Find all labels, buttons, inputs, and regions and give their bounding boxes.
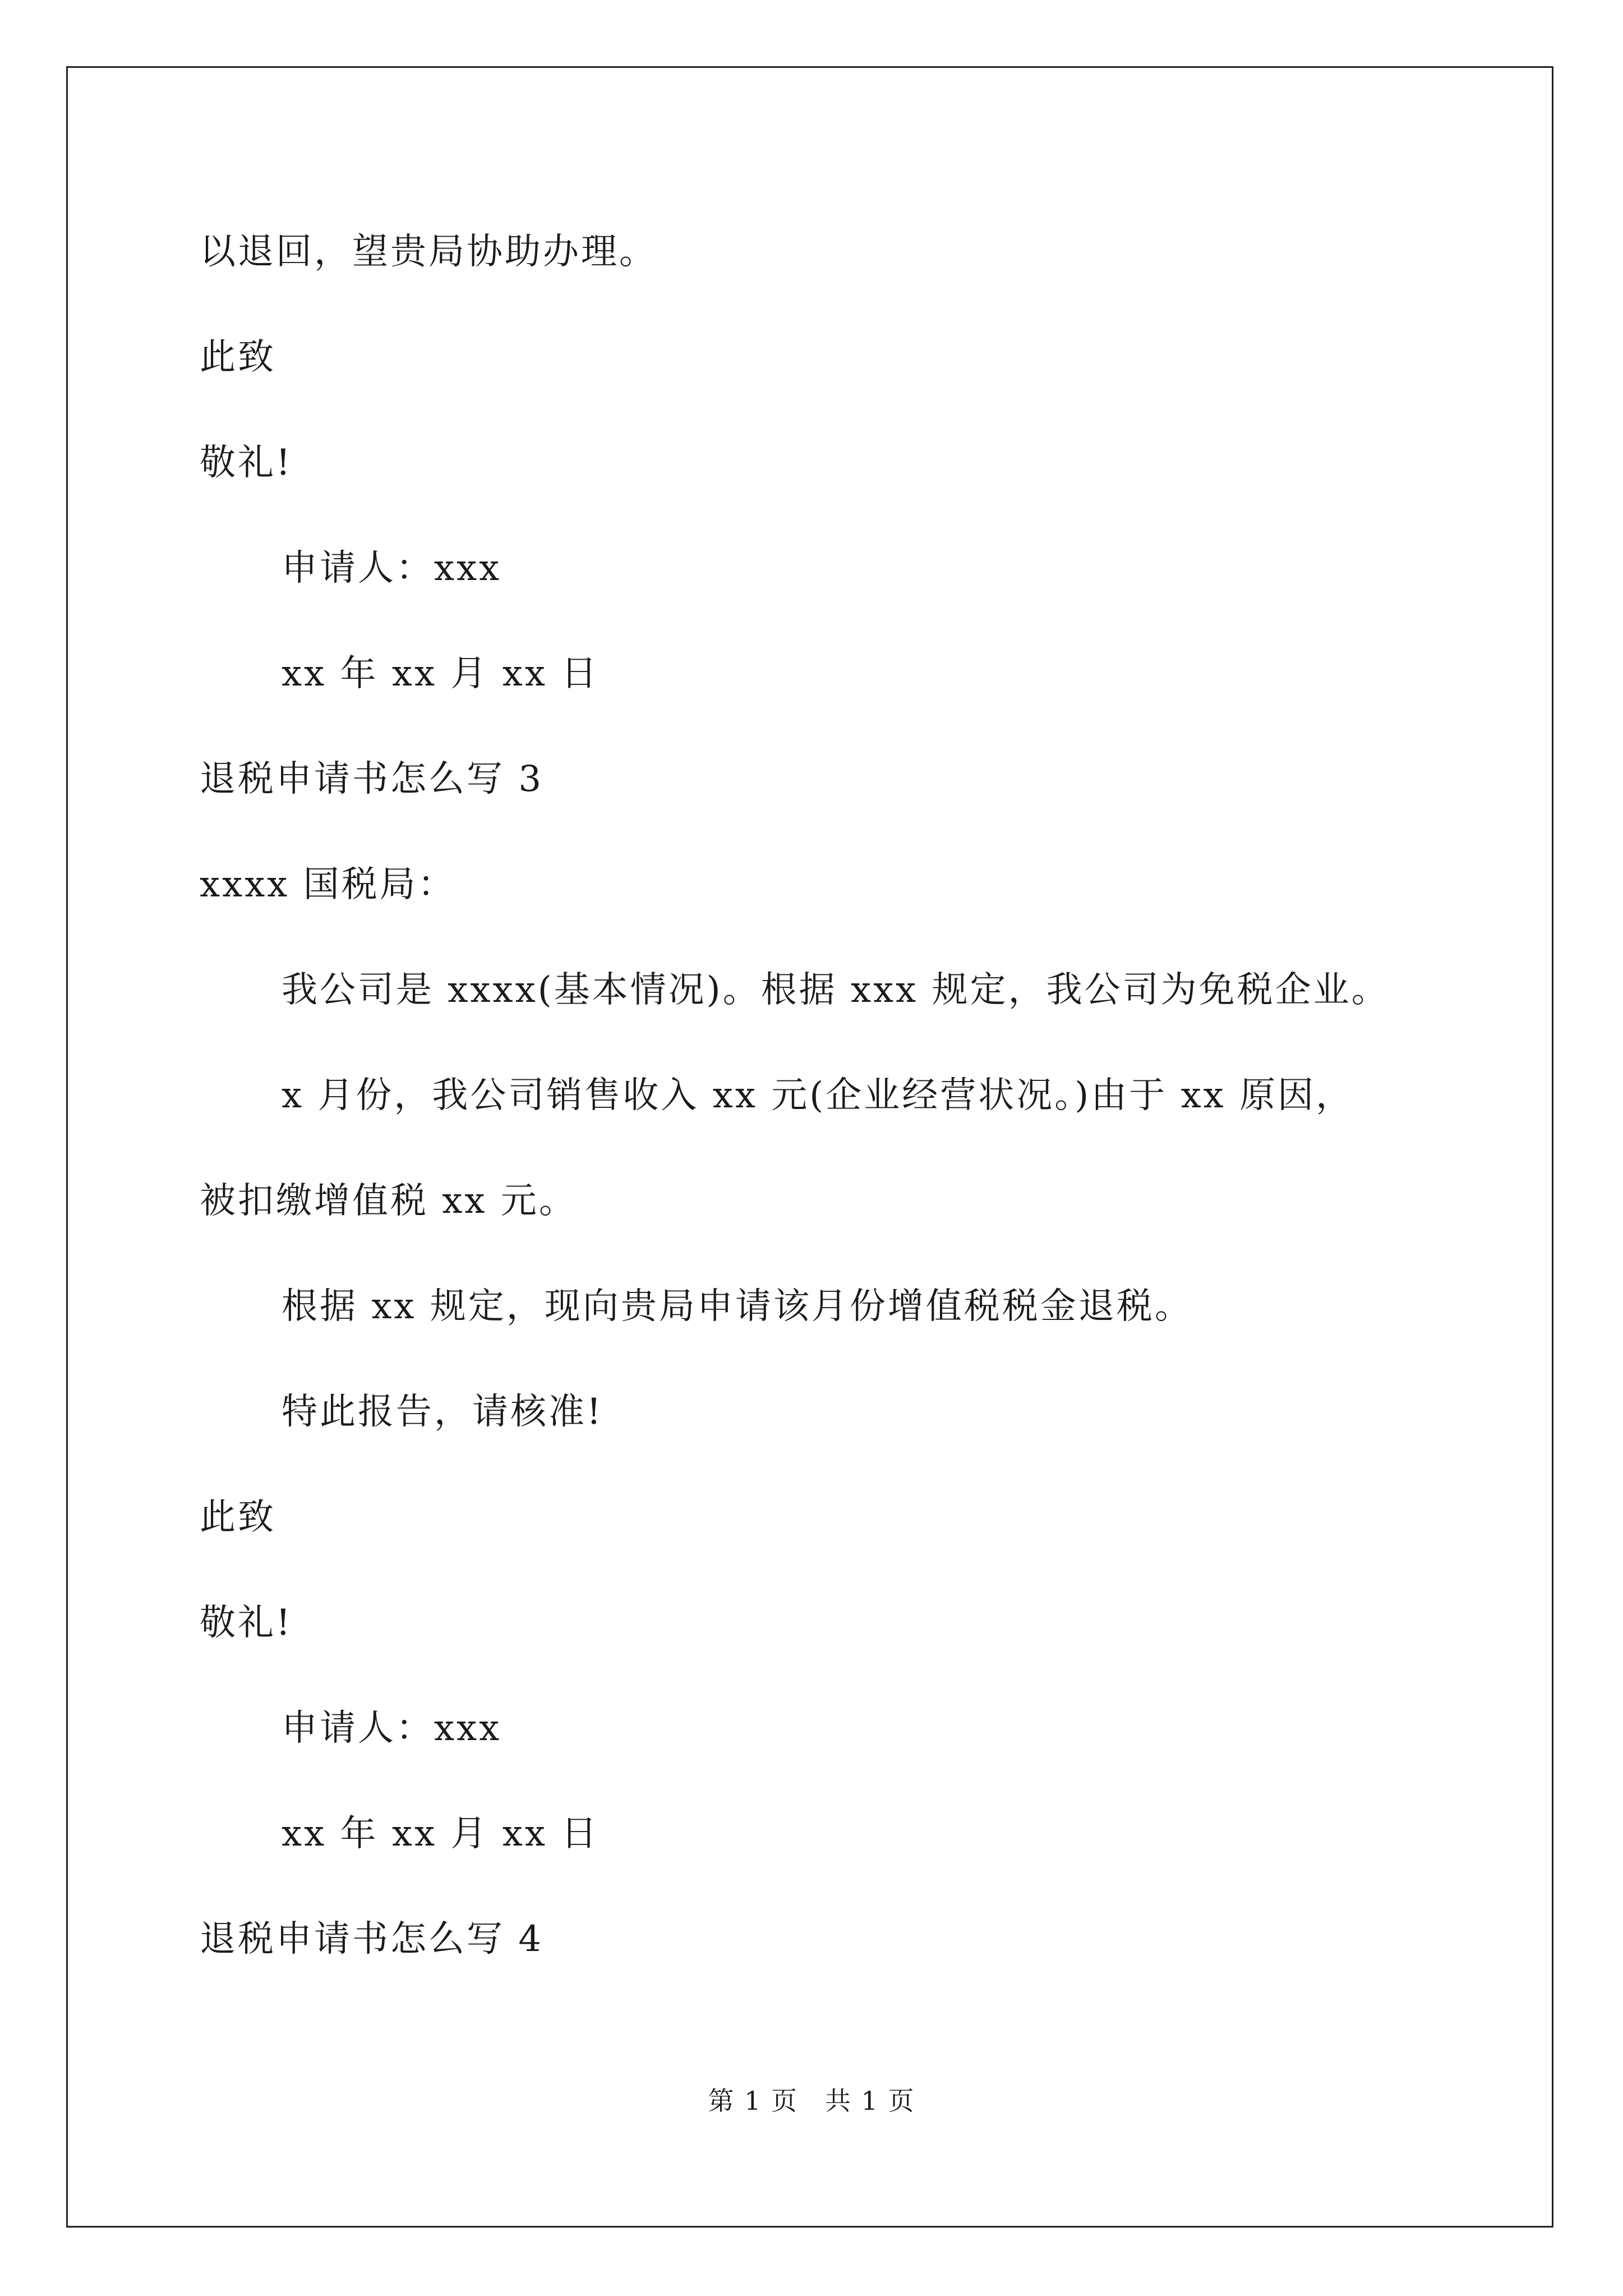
page-number-footer: 第 1 页 共 1 页 bbox=[708, 2086, 915, 2116]
text-line-13: 此致 bbox=[200, 1497, 276, 1538]
text-line-11: 根据 xx 规定，现向贵局申请该月份增值税税金退税。 bbox=[282, 1286, 1193, 1327]
text-line-10: 被扣缴增值税 xx 元。 bbox=[200, 1180, 577, 1222]
section-heading-4: 退税申请书怎么写 4 bbox=[200, 1918, 544, 1960]
text-line-16: xx 年 xx 月 xx 日 bbox=[282, 1813, 600, 1855]
text-line-3: 敬礼! bbox=[200, 442, 293, 484]
text-line-2: 此致 bbox=[200, 337, 276, 378]
text-line-14: 敬礼! bbox=[200, 1602, 293, 1644]
page-border bbox=[66, 66, 1553, 2228]
text-line-12: 特此报告，请核准! bbox=[282, 1391, 603, 1433]
text-line-8: 我公司是 xxxx(基本情况)。根据 xxx 规定，我公司为免税企业。 bbox=[282, 969, 1390, 1011]
text-line-4: 申请人：xxx bbox=[282, 547, 502, 589]
text-line-9: x 月份，我公司销售收入 xx 元(企业经营状况。)由于 xx 原因， bbox=[282, 1075, 1354, 1116]
text-line-15: 申请人：xxx bbox=[282, 1708, 502, 1749]
text-line-5: xx 年 xx 月 xx 日 bbox=[282, 653, 600, 694]
section-heading-3: 退税申请书怎么写 3 bbox=[200, 758, 544, 800]
text-line-1: 以退回，望贵局协助办理。 bbox=[200, 231, 657, 273]
text-line-7: xxxx 国税局： bbox=[200, 864, 456, 905]
